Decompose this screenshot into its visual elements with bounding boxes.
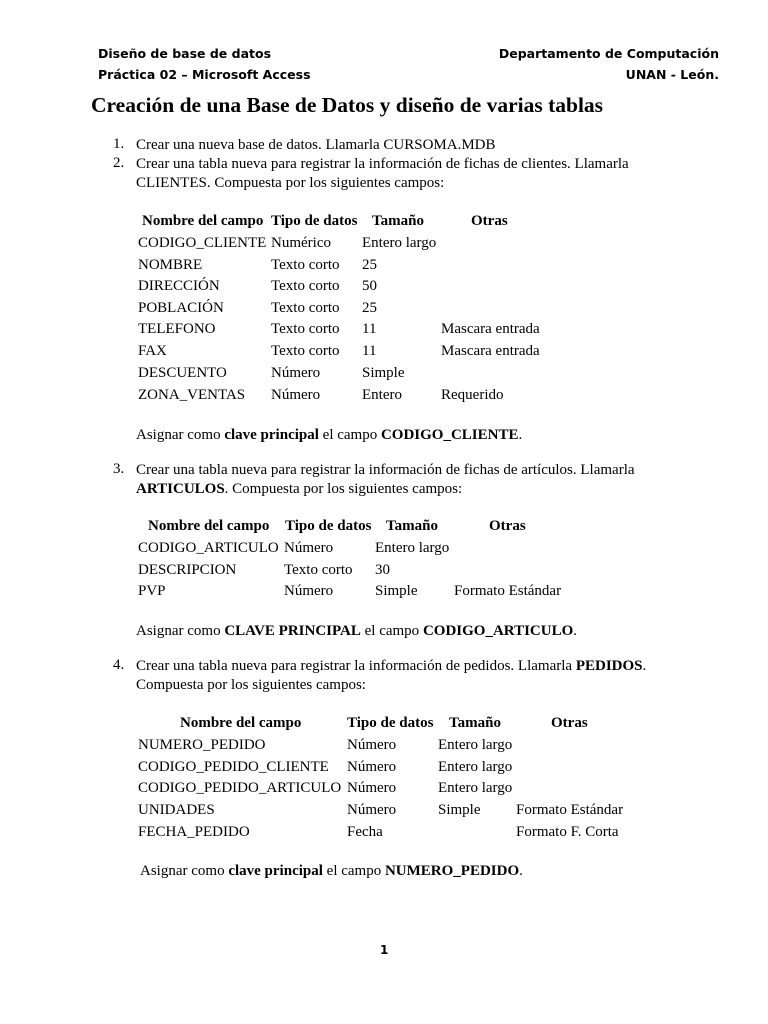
header-university: UNAN - León.: [625, 67, 719, 82]
table-cell: 25: [362, 300, 377, 316]
table-cell: Número: [347, 759, 397, 775]
table-cell: Requerido: [441, 387, 504, 403]
item-4-number: 4.: [113, 657, 125, 673]
table-cell: Formato Estándar: [454, 583, 562, 599]
table-cell: Número: [347, 802, 397, 818]
item-2-text: [136, 155, 629, 193]
header-department: Departamento de Computación: [498, 46, 719, 61]
table-cell: Numérico: [271, 235, 331, 251]
articulos-header-field: Nombre del campo: [148, 518, 270, 534]
item-2-number: 2.: [113, 155, 125, 171]
assign-articulos-key: Asignar como CLAVE PRINCIPAL el campo CODIGO_ARTICULO.: [136, 623, 578, 639]
table-cell: Número: [271, 387, 321, 403]
assign-clientes-key: Asignar como clave principal el campo CODIGO_CLIENTE.: [136, 427, 523, 443]
item-4-line1: Crear una tabla nueva para registrar la información de pedidos. Llamarla PEDIDOS.: [136, 658, 647, 674]
table-cell: Fecha: [347, 824, 383, 840]
table-cell: 11: [362, 343, 377, 359]
table-cell: 50: [362, 278, 377, 294]
item-4-text: [136, 657, 646, 695]
table-cell: Formato Estándar: [516, 802, 624, 818]
table-cell: NOMBRE: [138, 257, 203, 273]
articulos-header-size: Tamaño: [386, 518, 438, 534]
table-cell: Mascara entrada: [441, 343, 540, 359]
table-cell: Entero largo: [375, 540, 450, 556]
table-cell: POBLACIÓN: [138, 300, 224, 316]
pedidos-header-type: Tipo de datos: [347, 715, 434, 731]
table-cell: Formato F. Corta: [516, 824, 619, 840]
table-cell: Texto corto: [271, 278, 340, 294]
table-cell: 30: [375, 562, 390, 578]
table-cell: Número: [347, 780, 397, 796]
pedidos-header-field: Nombre del campo: [180, 715, 302, 731]
articulos-header-type: Tipo de datos: [285, 518, 372, 534]
table-cell: Número: [284, 540, 334, 556]
page-title: Creación de una Base de Datos y diseño de varias tablas: [91, 93, 604, 117]
table-cell: Número: [347, 737, 397, 753]
header-practice: Práctica 02 – Microsoft Access: [98, 67, 311, 82]
table-cell: PVP: [138, 583, 166, 599]
table-cell: Entero largo: [362, 235, 437, 251]
pedidos-header-other: Otras: [551, 715, 588, 731]
table-cell: NUMERO_PEDIDO: [138, 737, 266, 753]
table-cell: Simple: [438, 802, 481, 818]
table-cell: FECHA_PEDIDO: [138, 824, 250, 840]
table-cell: Simple: [375, 583, 418, 599]
clientes-header-other: Otras: [471, 213, 508, 229]
table-cell: Texto corto: [271, 321, 340, 337]
table-cell: ZONA_VENTAS: [138, 387, 246, 403]
clientes-header-field: Nombre del campo: [142, 213, 264, 229]
table-cell: 11: [362, 321, 377, 337]
clientes-header-size: Tamaño: [372, 213, 424, 229]
table-cell: FAX: [138, 343, 167, 359]
table-cell: CODIGO_ARTICULO: [138, 540, 279, 556]
table-cell: Número: [284, 583, 334, 599]
table-cell: DIRECCIÓN: [138, 278, 220, 294]
assign-pedidos-key: Asignar como clave principal el campo NUMERO_PEDIDO.: [140, 863, 523, 879]
table-cell: CODIGO_PEDIDO_CLIENTE: [138, 759, 329, 775]
table-cell: Entero largo: [438, 737, 513, 753]
table-cell: DESCUENTO: [138, 365, 227, 381]
table-cell: Entero largo: [438, 759, 513, 775]
item-2-line2: CLIENTES. Compuesta por los siguientes campos:: [136, 175, 445, 191]
item-3-number: 3.: [113, 461, 125, 477]
table-cell: Número: [271, 365, 321, 381]
item-2-line1: Crear una tabla nueva para registrar la información de fichas de clientes. Llamarla: [136, 156, 629, 172]
page-number: 1: [380, 943, 389, 957]
item-3-line1: Crear una tabla nueva para registrar la información de fichas de artículos. Llamarla: [136, 462, 635, 478]
table-cell: Simple: [362, 365, 405, 381]
table-cell: CODIGO_CLIENTE: [138, 235, 267, 251]
table-cell: Texto corto: [271, 257, 340, 273]
table-cell: TELEFONO: [138, 321, 216, 337]
item-1-number: 1.: [113, 136, 125, 152]
table-cell: CODIGO_PEDIDO_ARTICULO: [138, 780, 342, 796]
pedidos-header-size: Tamaño: [449, 715, 501, 731]
table-cell: DESCRIPCION: [138, 562, 237, 578]
table-cell: 25: [362, 257, 377, 273]
header-course: Diseño de base de datos: [98, 46, 272, 61]
item-1-text: Crear una nueva base de datos. Llamarla CURSOMA.MDB: [136, 137, 496, 153]
table-cell: Texto corto: [271, 343, 340, 359]
table-cell: Texto corto: [284, 562, 353, 578]
item-3-text: [136, 461, 635, 499]
table-cell: UNIDADES: [138, 802, 215, 818]
table-cell: Texto corto: [271, 300, 340, 316]
item-4-line2: Compuesta por los siguientes campos:: [136, 677, 366, 693]
clientes-header-type: Tipo de datos: [271, 213, 358, 229]
table-cell: Entero: [362, 387, 402, 403]
articulos-header-other: Otras: [489, 518, 526, 534]
item-3-line2: ARTICULOS. Compuesta por los siguientes campos:: [136, 481, 463, 497]
table-cell: Mascara entrada: [441, 321, 540, 337]
table-cell: Entero largo: [438, 780, 513, 796]
